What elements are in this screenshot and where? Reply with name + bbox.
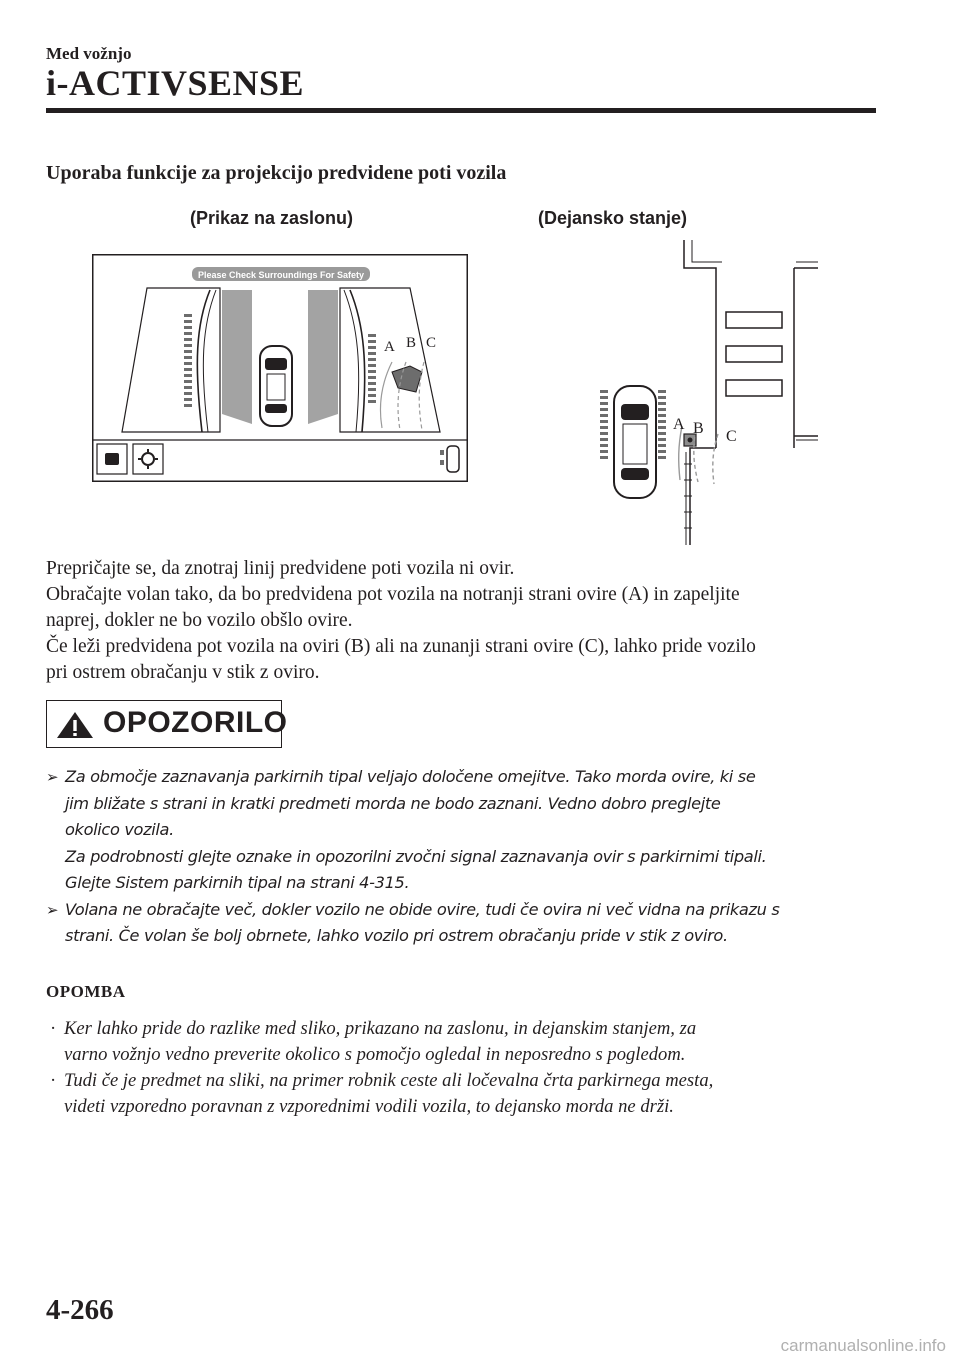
warning-title: OPOZORILO: [103, 706, 288, 739]
body-line: Obračajte volan tako, da bo predvidena pot vozila na notranji strani ovire (A) in zapeljite: [46, 584, 740, 605]
note-line: varno vožnjo vedno preverite okolico s pomočjo ogledal in neposredno s pogledom.: [64, 1044, 686, 1065]
warning-item: [46, 897, 876, 950]
note-line: videti vzporedno poravnan z vzporednimi vodili vozila, to dejansko morda ne drži.: [64, 1096, 674, 1117]
note-item: [50, 1068, 880, 1120]
subheading: Uporaba funkcije za projekcijo predvidene poti vozila: [46, 162, 507, 184]
body-line: Če leži predvidena pot vozila na oviri (B) ali na zunanji strani ovire (C), lahko pride vozilo: [46, 636, 756, 657]
label-c-actual: C: [726, 428, 737, 445]
actual-situation-illustration: [596, 240, 826, 545]
warning-line: okolico vozila.: [65, 820, 174, 839]
chapter-title: i-ACTIVSENSE: [46, 63, 305, 103]
label-a-actual: A: [673, 416, 685, 433]
vehicle-topview-screen: [260, 346, 292, 426]
section-label: Med vožnjo: [46, 44, 132, 63]
warning-line: Za podrobnosti glejte oznake in opozorilni zvočni signal zaznavanja ovir s parkirnimi tipali.: [65, 846, 767, 866]
warning-box: [46, 700, 288, 748]
bullet-dot-icon: ·: [50, 1018, 57, 1039]
screen-banner-text: Please Check Surroundings For Safety: [197, 270, 365, 280]
warning-line: Glejte Sistem parkirnih tipal na strani 4-315.: [65, 873, 410, 892]
label-c-screen: C: [426, 335, 437, 351]
note-line: Tudi če je predmet na sliki, na primer robnik ceste ali ločevalna črta parkirnega mesta,: [64, 1070, 714, 1091]
screen-display-illustration: [92, 254, 468, 482]
label-b-actual: B: [693, 420, 704, 437]
note-item: [50, 1016, 880, 1068]
arrow-bullet-icon: ➢: [46, 768, 59, 786]
page-number: 4-266: [46, 1294, 114, 1326]
figure-caption-actual: (Dejansko stanje): [538, 208, 688, 228]
watermark: carmanualsonline.info: [780, 1336, 946, 1355]
body-line: Prepričajte se, da znotraj linij predvidene poti vozila ni ovir.: [46, 558, 515, 579]
warning-list: [46, 764, 876, 950]
title-divider: [46, 108, 876, 113]
warning-line: jim bližate s strani in kratki predmeti morda ne bodo zaznani. Vedno dobro preglejte: [65, 793, 721, 813]
settings-gear-icon: [133, 444, 163, 474]
warning-triangle-icon: [55, 710, 95, 740]
warning-item: [46, 764, 876, 897]
label-a-screen: A: [384, 339, 395, 355]
warning-line: Volana ne obračajte več, dokler vozilo ne obide ovire, tudi če ovira ni več vidna na prikazu s: [65, 899, 780, 919]
warning-line: Za območje zaznavanja parkirnih tipal veljajo določene omejitve. Tako morda ovire, ki se: [65, 767, 756, 786]
note-list: [50, 1016, 880, 1120]
warning-line: strani. Če volan še bolj obrnete, lahko vozilo pri ostrem obračanju pride v stik z oviro.: [65, 926, 728, 945]
figure-caption-screen: (Prikaz na zaslonu): [190, 208, 354, 228]
note-heading: OPOMBA: [46, 982, 126, 1001]
label-b-screen: B: [406, 335, 417, 351]
vehicle-topview-actual: [614, 386, 656, 498]
body-line: naprej, dokler ne bo vozilo obšlo ovire.: [46, 610, 353, 631]
note-line: Ker lahko pride do razlike med sliko, prikazano na zaslonu, in dejanskim stanjem, za: [64, 1018, 697, 1039]
body-paragraph: [46, 556, 896, 686]
bullet-dot-icon: ·: [50, 1070, 57, 1091]
arrow-bullet-icon: ➢: [46, 900, 59, 919]
body-line: pri ostrem obračanju v stik z oviro.: [46, 662, 320, 683]
